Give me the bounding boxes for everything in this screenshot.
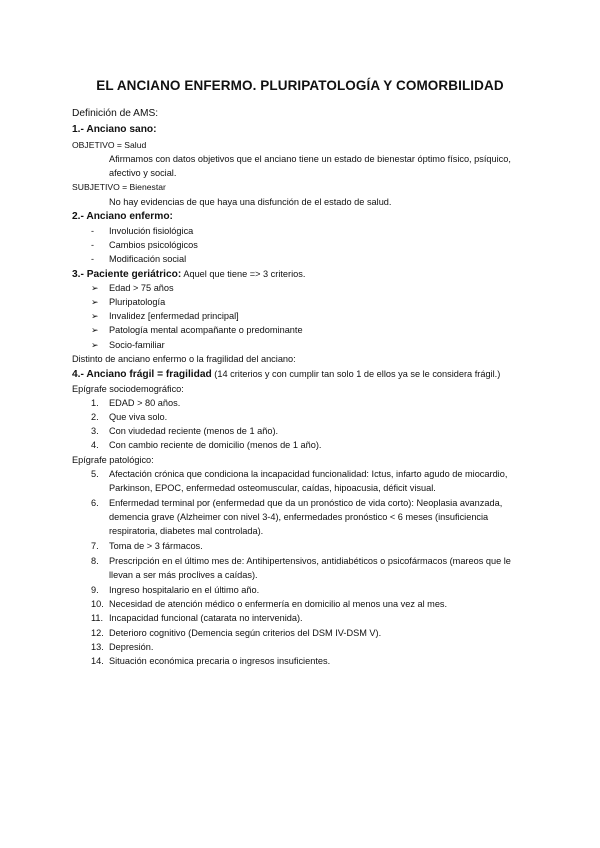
list-item-line: Prescripción en el último mes de: Antihipertensivos, antidiabéticos o psicofármacos (mareos que le — [109, 556, 511, 566]
list-item-line: Deterioro cognitivo (Demencia según criterios del DSM IV-DSM V). — [109, 628, 382, 638]
heading-rest-part: (14 criterios y con cumplir tan solo 1 de ellos ya se le considera frágil.) — [211, 369, 501, 379]
heading-bold-part: 4.- Anciano frágil = fragilidad — [72, 369, 212, 380]
section-anciano-sano-heading: 1.- Anciano sano: — [72, 124, 157, 135]
list-item: Con viudedad reciente (menos de 1 año). — [109, 426, 279, 436]
arrow-bullet-icon: ➢ — [91, 311, 99, 321]
list-number: 10. — [91, 599, 104, 609]
list-item-line: Enfermedad terminal por (enfermedad que da un pronóstico de vida corto): Neoplasia avanzada, — [109, 498, 503, 508]
list-item: Pluripatología — [109, 297, 166, 307]
list-item: Patología mental acompañante o predominante — [109, 325, 303, 335]
list-item: Que viva solo. — [109, 412, 168, 422]
list-item-line: respiratoria, diabetes mal controlada). — [109, 526, 264, 536]
list-number: 3. — [91, 426, 99, 436]
list-item: Invalidez [enfermedad principal] — [109, 311, 239, 321]
list-number: 1. — [91, 398, 99, 408]
objetivo-label: OBJETIVO = Salud — [72, 140, 147, 150]
list-number: 11. — [91, 613, 104, 623]
list-item: Modificación social — [109, 254, 187, 264]
list-number: 14. — [91, 656, 104, 666]
subjetivo-label: SUBJETIVO = Bienestar — [72, 182, 166, 192]
heading-bold-part: 3.- Paciente geriátrico: — [72, 269, 182, 280]
page-title: EL ANCIANO ENFERMO. PLURIPATOLOGÍA Y COMORBILIDAD — [96, 78, 504, 93]
list-item-line: Parkinson, EPOC, enfermedad osteomuscular, caídas, hipoacusia, déficit visual. — [109, 483, 436, 493]
list-item: Socio-familiar — [109, 340, 165, 350]
distinto-text: Distinto de anciano enfermo o la fragilidad del anciano: — [72, 354, 296, 364]
arrow-bullet-icon: ➢ — [91, 297, 99, 307]
list-number: 4. — [91, 440, 99, 450]
socio-heading: Epígrafe sociodemográfico: — [72, 384, 184, 394]
list-number: 8. — [91, 556, 99, 566]
list-number: 13. — [91, 642, 104, 652]
list-item-line: Ingreso hospitalario en el último año. — [109, 585, 260, 595]
list-item-line: llevan a ser más proclives a caídas). — [109, 570, 258, 580]
list-number: 9. — [91, 585, 99, 595]
heading-rest-part: Aquel que tiene => 3 criterios. — [181, 269, 306, 279]
arrow-bullet-icon: ➢ — [91, 340, 99, 350]
subjetivo-text: No hay evidencias de que haya una disfunción de el estado de salud. — [109, 197, 392, 207]
arrow-bullet-icon: ➢ — [91, 283, 99, 293]
list-item-line: Incapacidad funcional (catarata no intervenida). — [109, 613, 303, 623]
list-item-line: Necesidad de atención médico o enfermería en domicilio al menos una vez al mes. — [109, 599, 448, 609]
list-item-line: demencia grave (Alzheimer con nivel 3-4), enfermedades pronóstico < 6 meses (insuficiencia — [109, 512, 489, 522]
section-anciano-fragil-heading — [72, 368, 500, 381]
list-number: 7. — [91, 541, 99, 551]
dash-bullet: - — [91, 254, 94, 264]
section-anciano-enfermo-heading: 2.- Anciano enfermo: — [72, 211, 173, 222]
list-item-line: Afectación crónica que condiciona la incapacidad funcionalidad: Ictus, infarto agudo de miocardio, — [109, 469, 508, 479]
list-item: EDAD > 80 años. — [109, 398, 181, 408]
list-item-line: Toma de > 3 fármacos. — [109, 541, 203, 551]
objetivo-text-line-1: Afirmamos con datos objetivos que el anciano tiene un estado de bienestar óptimo físico, psíquico, — [109, 154, 511, 164]
list-item: Con cambio reciente de domicilio (menos de 1 año). — [109, 440, 322, 450]
list-item-line: Depresión. — [109, 642, 154, 652]
dash-bullet: - — [91, 240, 94, 250]
list-item: Cambios psicológicos — [109, 240, 198, 250]
list-number: 5. — [91, 469, 99, 479]
objetivo-text-line-2: afectivo y social. — [109, 168, 177, 178]
list-number: 6. — [91, 498, 99, 508]
section-paciente-geriatrico-heading — [72, 268, 305, 281]
list-number: 2. — [91, 412, 99, 422]
definition-label: Definición de AMS: — [72, 108, 159, 119]
list-number: 12. — [91, 628, 104, 638]
list-item-line: Situación económica precaria o ingresos insuficientes. — [109, 656, 331, 666]
list-item: Edad > 75 años — [109, 283, 174, 293]
list-item: Involución fisiológica — [109, 226, 194, 236]
pato-heading: Epígrafe patológico: — [72, 455, 154, 465]
dash-bullet: - — [91, 226, 94, 236]
arrow-bullet-icon: ➢ — [91, 325, 99, 335]
